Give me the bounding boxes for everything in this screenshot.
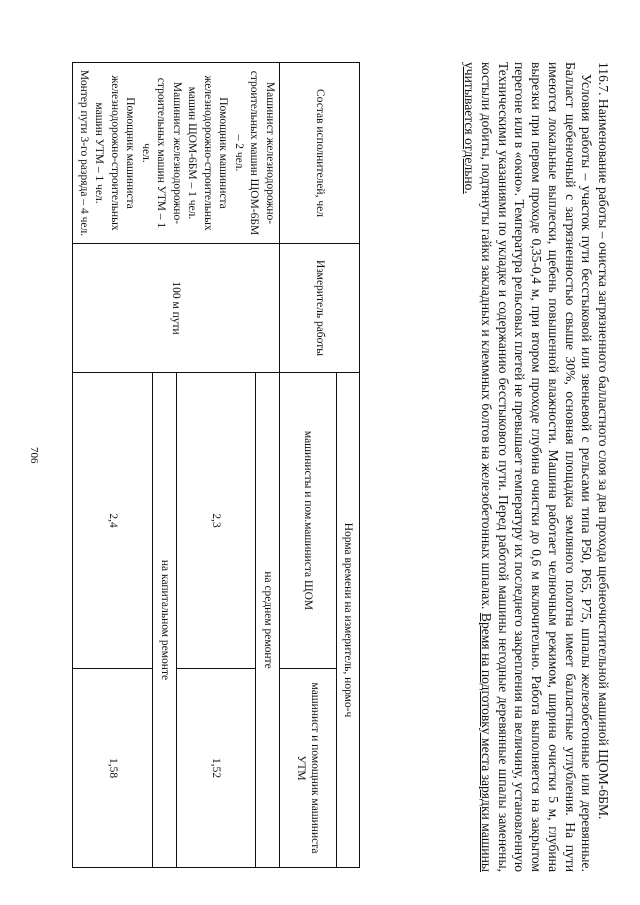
- norm-shom-medium: 2,3: [176, 373, 256, 669]
- header-utm: машинист и помощник машиниста УТМ: [280, 669, 337, 868]
- staff-line: Машинист железнодорожно-строительных машин ЩОМ-6БМ – 2 чел.: [233, 70, 276, 236]
- header-shom: машинисты и пом.машиниста ЩОМ: [280, 373, 337, 669]
- norm-shom-capital: 2,4: [73, 373, 153, 669]
- conditions-text: Условия работы – участок пути бесстыковой или звеньевой с рельсами типа Р50, Р65, Р75, шпалы железобетонные или деревянные. Балласт щебеночный с загрязненностью свыше 30%, основная площадка земляного полотна имеет балластные углубления. На пути имеются локальные выплески, щебень повышенной влажности. Машина работает челночным режимом, ширина очистки 5 м, глубина вырезки при первом проходе 0,35-0,4 м, при втором проходе глубина очистки до 0,6 м включительно. Работа выполняется на закрытом перегоне или в «окно». Температура рельсовых плетей не превышает температуру их последнего закрепления на величину, установленную Техническими указаниями по укладке и содержанию бесстыкового пути. Перед работой машины негодные деревянные шпалы заменены, костыли добиты, подтянуты гайки закладных и клеммных болтов на железобетонных шпалах.: [479, 62, 595, 872]
- section-text: [461, 62, 611, 872]
- norm-utm-medium: 1,52: [176, 669, 256, 868]
- section-label-medium: на среднем ремонте: [256, 373, 280, 868]
- staff-line: Машинист железнодорожно-строительных машин УТМ – 1 чел.: [140, 77, 183, 229]
- norm-utm-capital: 1,58: [73, 669, 153, 868]
- page-number: 706: [28, 447, 40, 464]
- section-label-capital: на капитальном ремонте: [153, 373, 177, 868]
- rotated-page-content: [78, 62, 611, 872]
- time-norm-table: [73, 62, 361, 868]
- header-staff: Состав исполнителей, чел: [280, 63, 360, 244]
- section-heading: 116.7. Наименование работы – очистка загрязненного балластного слоя за два прохода щебнеочистительной машиной ЩОМ-6БМ.: [596, 62, 611, 820]
- work-conditions: [461, 62, 595, 872]
- header-meter: Измеритель работы: [280, 244, 360, 373]
- staff-line: Помощник машиниста железнодорожно-строительных машин ЩОМ-6БМ – 1 чел.: [186, 75, 230, 231]
- staff-line: Монтер пути 3-го разряда – 4 чел.: [78, 69, 90, 237]
- staff-line: Помощник машиниста железнодорожно-строительных машин УТМ – 1 чел.: [93, 75, 137, 231]
- meter-cell: 100 м пути: [73, 244, 280, 373]
- staff-cell: [73, 63, 280, 244]
- charging-note: Время на подготовку места зарядки машины учитывается отдельно.: [462, 62, 495, 872]
- header-norm-group: Норма времени на измеритель, нормо-ч: [337, 373, 360, 868]
